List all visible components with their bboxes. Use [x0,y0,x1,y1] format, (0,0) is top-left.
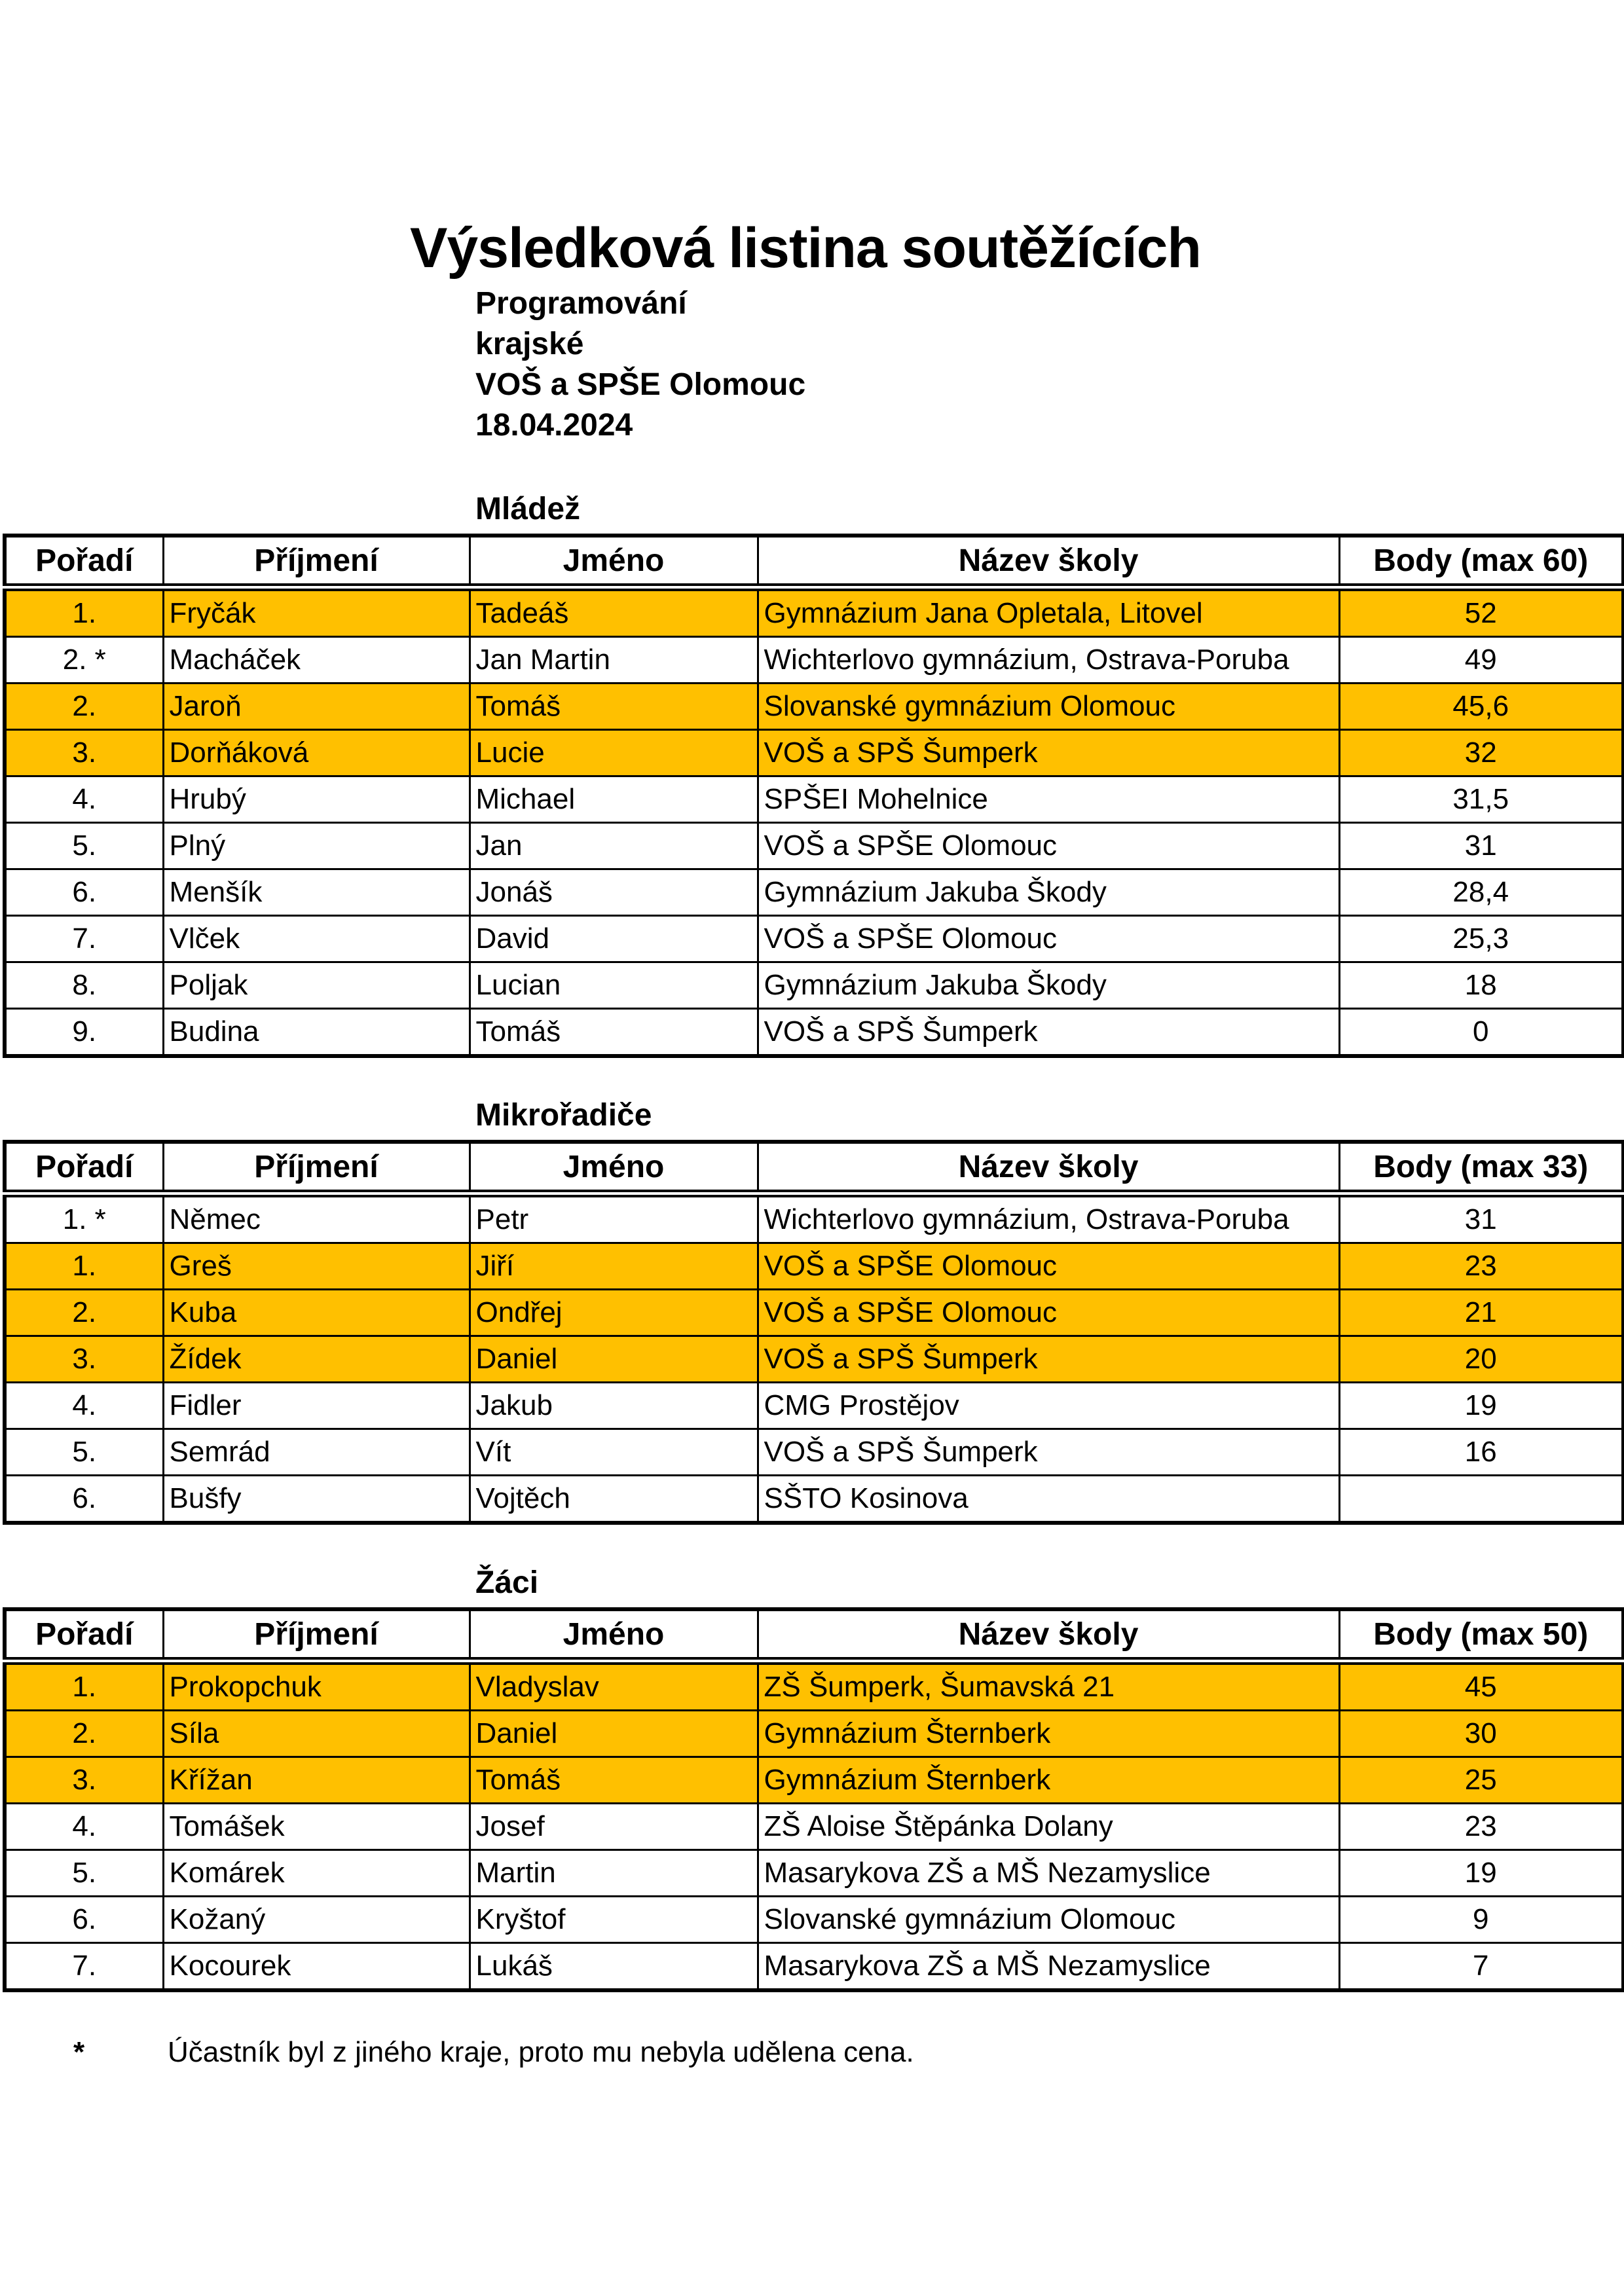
cell-name: Vladyslav [470,1661,758,1711]
cell-school: CMG Prostějov [758,1383,1339,1429]
header-name: Jméno [470,536,758,587]
header-rank: Pořadí [5,1609,163,1661]
cell-school: SŠTO Kosinova [758,1476,1339,1523]
table-row [5,1850,1623,1897]
cell-school: VOŠ a SPŠ Šumperk [758,730,1339,776]
table-row [5,962,1623,1009]
category-name: Žáci [475,1565,539,1600]
table-row [5,637,1623,683]
header-row [5,536,1623,587]
cell-rank: 3. [5,730,163,776]
cell-surname: Semrád [163,1429,470,1476]
table-row [5,683,1623,730]
cell-school: Gymnázium Jana Opletala, Litovel [758,587,1339,637]
cell-school: Gymnázium Jakuba Škody [758,869,1339,916]
cell-surname: Žídek [163,1336,470,1383]
cell-rank: 4. [5,1383,163,1429]
cell-surname: Menšík [163,869,470,916]
header-school: Název školy [758,1609,1339,1661]
header-points: Body (max 50) [1339,1609,1623,1661]
cell-surname: Hrubý [163,776,470,823]
cell-points: 30 [1339,1711,1623,1757]
cell-name: Vojtěch [470,1476,758,1523]
cell-rank: 4. [5,776,163,823]
table-row [5,1661,1623,1711]
cell-rank: 2. [5,1290,163,1336]
cell-name: Jan [470,823,758,869]
cell-school: Masarykova ZŠ a MŠ Nezamyslice [758,1850,1339,1897]
cell-name: Vít [470,1429,758,1476]
table-row [5,1804,1623,1850]
cell-rank: 2. [5,1711,163,1757]
cell-surname: Poljak [163,962,470,1009]
cell-points: 31 [1339,1194,1623,1243]
cell-points: 20 [1339,1336,1623,1383]
cell-surname: Macháček [163,637,470,683]
cell-points: 25 [1339,1757,1623,1804]
header-rank: Pořadí [5,536,163,587]
cell-surname: Fidler [163,1383,470,1429]
header-name: Jméno [470,1609,758,1661]
cell-points: 31 [1339,823,1623,869]
cell-points: 19 [1339,1850,1623,1897]
cell-name: Petr [470,1194,758,1243]
cell-points: 28,4 [1339,869,1623,916]
cell-points: 19 [1339,1383,1623,1429]
cell-rank: 1. * [5,1194,163,1243]
cell-rank: 6. [5,1476,163,1523]
cell-rank: 1. [5,1243,163,1290]
cell-surname: Síla [163,1711,470,1757]
table-row [5,587,1623,637]
cell-points: 52 [1339,587,1623,637]
cell-surname: Budina [163,1009,470,1057]
cell-points: 7 [1339,1943,1623,1991]
footnote-text: Účastník byl z jiného kraje, proto mu nebyla udělena cena. [168,2036,914,2068]
cell-points: 18 [1339,962,1623,1009]
header-row [5,1609,1623,1661]
table-row [5,869,1623,916]
footnote-marker: * [73,2036,85,2068]
cell-points: 25,3 [1339,916,1623,962]
cell-rank: 9. [5,1009,163,1057]
cell-points: 45 [1339,1661,1623,1711]
cell-school: VOŠ a SPŠ Šumperk [758,1336,1339,1383]
cell-name: Lucian [470,962,758,1009]
cell-school: VOŠ a SPŠE Olomouc [758,1290,1339,1336]
cell-surname: Prokopchuk [163,1661,470,1711]
table-row [5,776,1623,823]
cell-rank: 2. [5,683,163,730]
cell-school: Slovanské gymnázium Olomouc [758,683,1339,730]
cell-name: Lucie [470,730,758,776]
cell-name: Martin [470,1850,758,1897]
cell-name: Lukáš [470,1943,758,1991]
header-rank: Pořadí [5,1142,163,1194]
cell-school: Wichterlovo gymnázium, Ostrava-Poruba [758,637,1339,683]
results-table-zaci [3,1607,1624,1992]
category-name: Mikrořadiče [475,1098,652,1133]
cell-surname: Greš [163,1243,470,1290]
cell-school: VOŠ a SPŠE Olomouc [758,1243,1339,1290]
cell-school: Wichterlovo gymnázium, Ostrava-Poruba [758,1194,1339,1243]
cell-name: Jiří [470,1243,758,1290]
cell-points: 0 [1339,1009,1623,1057]
cell-name: Jonáš [470,869,758,916]
cell-rank: 2. * [5,637,163,683]
cell-rank: 6. [5,1897,163,1943]
cell-points [1339,1476,1623,1523]
cell-school: Gymnázium Šternberk [758,1757,1339,1804]
cell-name: Josef [470,1804,758,1850]
meta-value: VOŠ a SPŠE Olomouc [475,367,806,402]
cell-surname: Jaroň [163,683,470,730]
cell-points: 23 [1339,1243,1623,1290]
cell-rank: 5. [5,1429,163,1476]
cell-surname: Fryčák [163,587,470,637]
cell-rank: 4. [5,1804,163,1850]
cell-surname: Křížan [163,1757,470,1804]
cell-rank: 7. [5,1943,163,1991]
cell-rank: 6. [5,869,163,916]
cell-rank: 1. [5,1661,163,1711]
cell-name: Daniel [470,1336,758,1383]
header-name: Jméno [470,1142,758,1194]
cell-rank: 3. [5,1757,163,1804]
cell-school: ZŠ Aloise Štěpánka Dolany [758,1804,1339,1850]
header-surname: Příjmení [163,536,470,587]
cell-school: VOŠ a SPŠE Olomouc [758,823,1339,869]
cell-points: 9 [1339,1897,1623,1943]
table-row [5,1757,1623,1804]
table-row [5,1943,1623,1991]
header-surname: Příjmení [163,1142,470,1194]
table-row [5,916,1623,962]
table-row [5,1711,1623,1757]
cell-school: Slovanské gymnázium Olomouc [758,1897,1339,1943]
cell-name: Ondřej [470,1290,758,1336]
cell-name: Daniel [470,1711,758,1757]
cell-points: 49 [1339,637,1623,683]
cell-surname: Kuba [163,1290,470,1336]
cell-rank: 1. [5,587,163,637]
meta-value: krajské [475,327,584,361]
cell-school: Gymnázium Jakuba Škody [758,962,1339,1009]
cell-surname: Plný [163,823,470,869]
header-points: Body (max 33) [1339,1142,1623,1194]
meta-value: 18.04.2024 [475,408,633,443]
cell-name: Jakub [470,1383,758,1429]
cell-name: Tomáš [470,683,758,730]
cell-points: 45,6 [1339,683,1623,730]
cell-school: SPŠEI Mohelnice [758,776,1339,823]
cell-rank: 5. [5,823,163,869]
cell-points: 21 [1339,1290,1623,1336]
table-row [5,1476,1623,1523]
cell-name: Jan Martin [470,637,758,683]
cell-surname: Vlček [163,916,470,962]
cell-name: David [470,916,758,962]
cell-school: VOŠ a SPŠ Šumperk [758,1429,1339,1476]
cell-name: Michael [470,776,758,823]
header-points: Body (max 60) [1339,536,1623,587]
results-table-mladez [3,534,1624,1058]
cell-surname: Němec [163,1194,470,1243]
cell-name: Kryštof [470,1897,758,1943]
table-row [5,1336,1623,1383]
cell-points: 16 [1339,1429,1623,1476]
table-row [5,1009,1623,1057]
results-table-mikroradice [3,1140,1624,1525]
table-row [5,1429,1623,1476]
cell-school: ZŠ Šumperk, Šumavská 21 [758,1661,1339,1711]
cell-surname: Kocourek [163,1943,470,1991]
page-title: Výsledková listina soutěžících [410,217,1201,280]
table-row [5,823,1623,869]
header-row [5,1142,1623,1194]
table-row [5,1194,1623,1243]
cell-rank: 8. [5,962,163,1009]
cell-points: 31,5 [1339,776,1623,823]
cell-points: 23 [1339,1804,1623,1850]
table-row [5,1243,1623,1290]
cell-name: Tadeáš [470,587,758,637]
header-surname: Příjmení [163,1609,470,1661]
cell-surname: Kožaný [163,1897,470,1943]
cell-name: Tomáš [470,1009,758,1057]
header-school: Název školy [758,1142,1339,1194]
cell-school: Masarykova ZŠ a MŠ Nezamyslice [758,1943,1339,1991]
table-row [5,730,1623,776]
cell-surname: Tomášek [163,1804,470,1850]
cell-surname: Dorňáková [163,730,470,776]
cell-points: 32 [1339,730,1623,776]
cell-name: Tomáš [470,1757,758,1804]
cell-rank: 7. [5,916,163,962]
table-row [5,1383,1623,1429]
cell-rank: 3. [5,1336,163,1383]
cell-rank: 5. [5,1850,163,1897]
header-school: Název školy [758,536,1339,587]
category-name: Mládež [475,492,581,526]
cell-school: VOŠ a SPŠE Olomouc [758,916,1339,962]
meta-value: Programování [475,286,687,321]
cell-school: Gymnázium Šternberk [758,1711,1339,1757]
table-row [5,1290,1623,1336]
cell-surname: Bušfy [163,1476,470,1523]
cell-surname: Komárek [163,1850,470,1897]
table-row [5,1897,1623,1943]
cell-school: VOŠ a SPŠ Šumperk [758,1009,1339,1057]
